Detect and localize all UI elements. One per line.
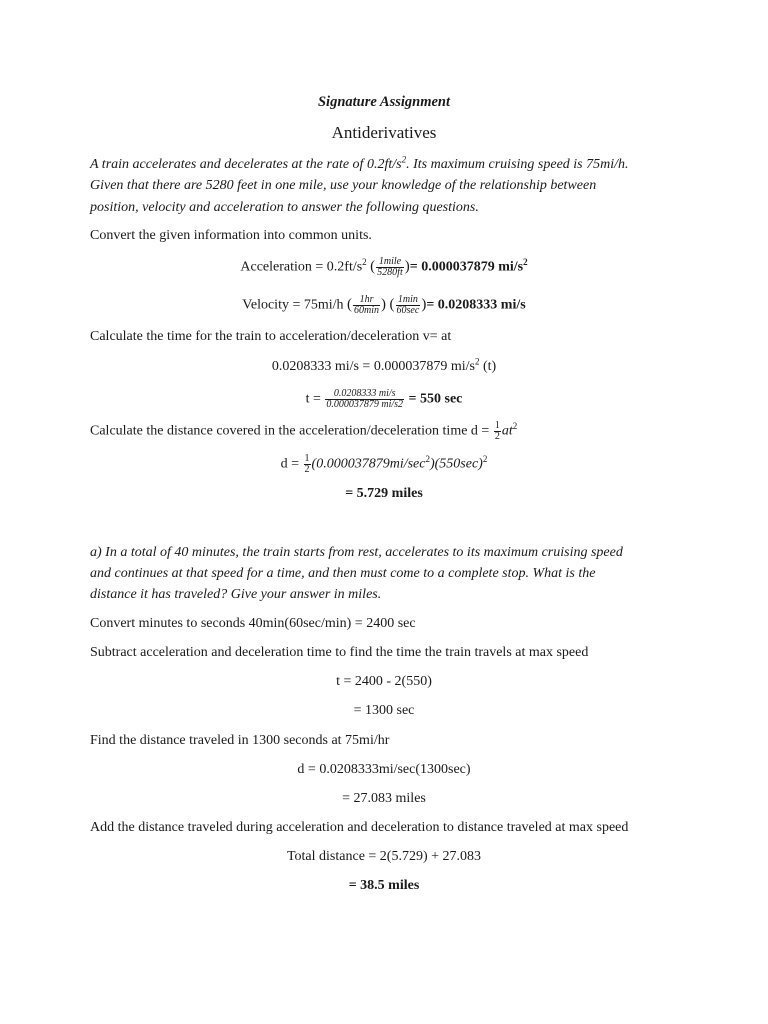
document-subtitle: Antiderivatives: [331, 123, 437, 142]
cruise-distance-result: = 27.083 miles: [342, 791, 426, 806]
intro-line-3: position, velocity and acceleration to answer the following questions.: [90, 200, 479, 215]
convert-heading: Convert the given information into common units.: [90, 228, 372, 243]
acceleration-fraction: $\frac{\text{1mile}}{5280ft}$: [377, 256, 403, 278]
step-find: Find the distance traveled in 1300 seconds at 75mi/hr: [90, 733, 390, 748]
velocity-fraction-1: $\frac{1hr}{60\min}$: [354, 294, 380, 316]
part-a-line-2: and continues at that speed for a time, and then must come to a complete stop. What is the: [90, 566, 596, 581]
acceleration-equation: Acceleration = $0.2ft/s^2$ ( $\frac{\text{1mile}}{5280ft}$ )= 0.000037879 $mi/s^2$: [240, 256, 528, 278]
distance-result: = 5.729 miles: [345, 486, 423, 501]
half-fraction: $\frac{1}{2}$: [494, 420, 500, 442]
time-heading: Calculate the time for the train to acceleration/deceleration v= at: [90, 329, 452, 344]
total-distance-equation: Total distance = 2(5.729) + 27.083: [286, 849, 482, 864]
step-convert: Convert minutes to seconds 40min(60sec/min) = 2400 sec: [90, 616, 416, 631]
time-fraction: $\frac{0.0208333 mi/s}{0.000037879 mi/s2}$: [326, 388, 404, 410]
intro-line-1: A train accelerates and decelerates at the rate of $0.2ft/s^2$. Its maximum cruising speed is 75mi/h.: [90, 154, 629, 172]
distance-heading: Calculate the distance covered in the acceleration/deceleration time d = $\frac{1}{2}$ $at^2$: [90, 420, 518, 442]
time-equation-1: 0.0208333 mi/s = 0.000037879 $mi/s^2$ (t): [271, 356, 497, 374]
time-equation-2: t = $\frac{0.0208333 mi/s}{0.000037879 mi/s2}$ = 550 sec: [305, 388, 463, 410]
velocity-fraction-2: $\frac{1\min}{60\sec}$: [396, 294, 420, 316]
time-total-equation: t = 2400 - 2(550): [336, 674, 432, 689]
part-a-line-1: a) In a total of 40 minutes, the train starts from rest, accelerates to its maximum cruising speed: [90, 545, 623, 560]
document-title: Signature Assignment: [317, 94, 451, 110]
velocity-equation: Velocity = 75mi/h ( $\frac{1hr}{60\min}$ ) ( $\frac{1\min}{60\sec}$ )= 0.0208333 mi/s: [242, 294, 526, 316]
time-total-result: = 1300 sec: [353, 703, 415, 718]
distance-equation-1: d = $\frac{1}{2}$ $(0.000037879mi/\sec^2)(550\sec)^2$: [280, 453, 488, 475]
cruise-distance-equation: d = 0.0208333mi/sec(1300sec): [297, 762, 471, 777]
intro-line-2: Given that there are 5280 feet in one mile, use your knowledge of the relationship between: [90, 178, 597, 193]
total-distance-result: = 38.5 miles: [348, 878, 420, 893]
part-a-line-3: distance it has traveled? Give your answer in miles.: [90, 587, 382, 602]
step-add: Add the distance traveled during acceleration and deceleration to distance traveled at max speed: [90, 820, 629, 835]
step-subtract: Subtract acceleration and deceleration time to find the time the train travels at max speed: [90, 645, 589, 660]
half-fraction-2: $\frac{1}{2}$: [304, 453, 310, 475]
